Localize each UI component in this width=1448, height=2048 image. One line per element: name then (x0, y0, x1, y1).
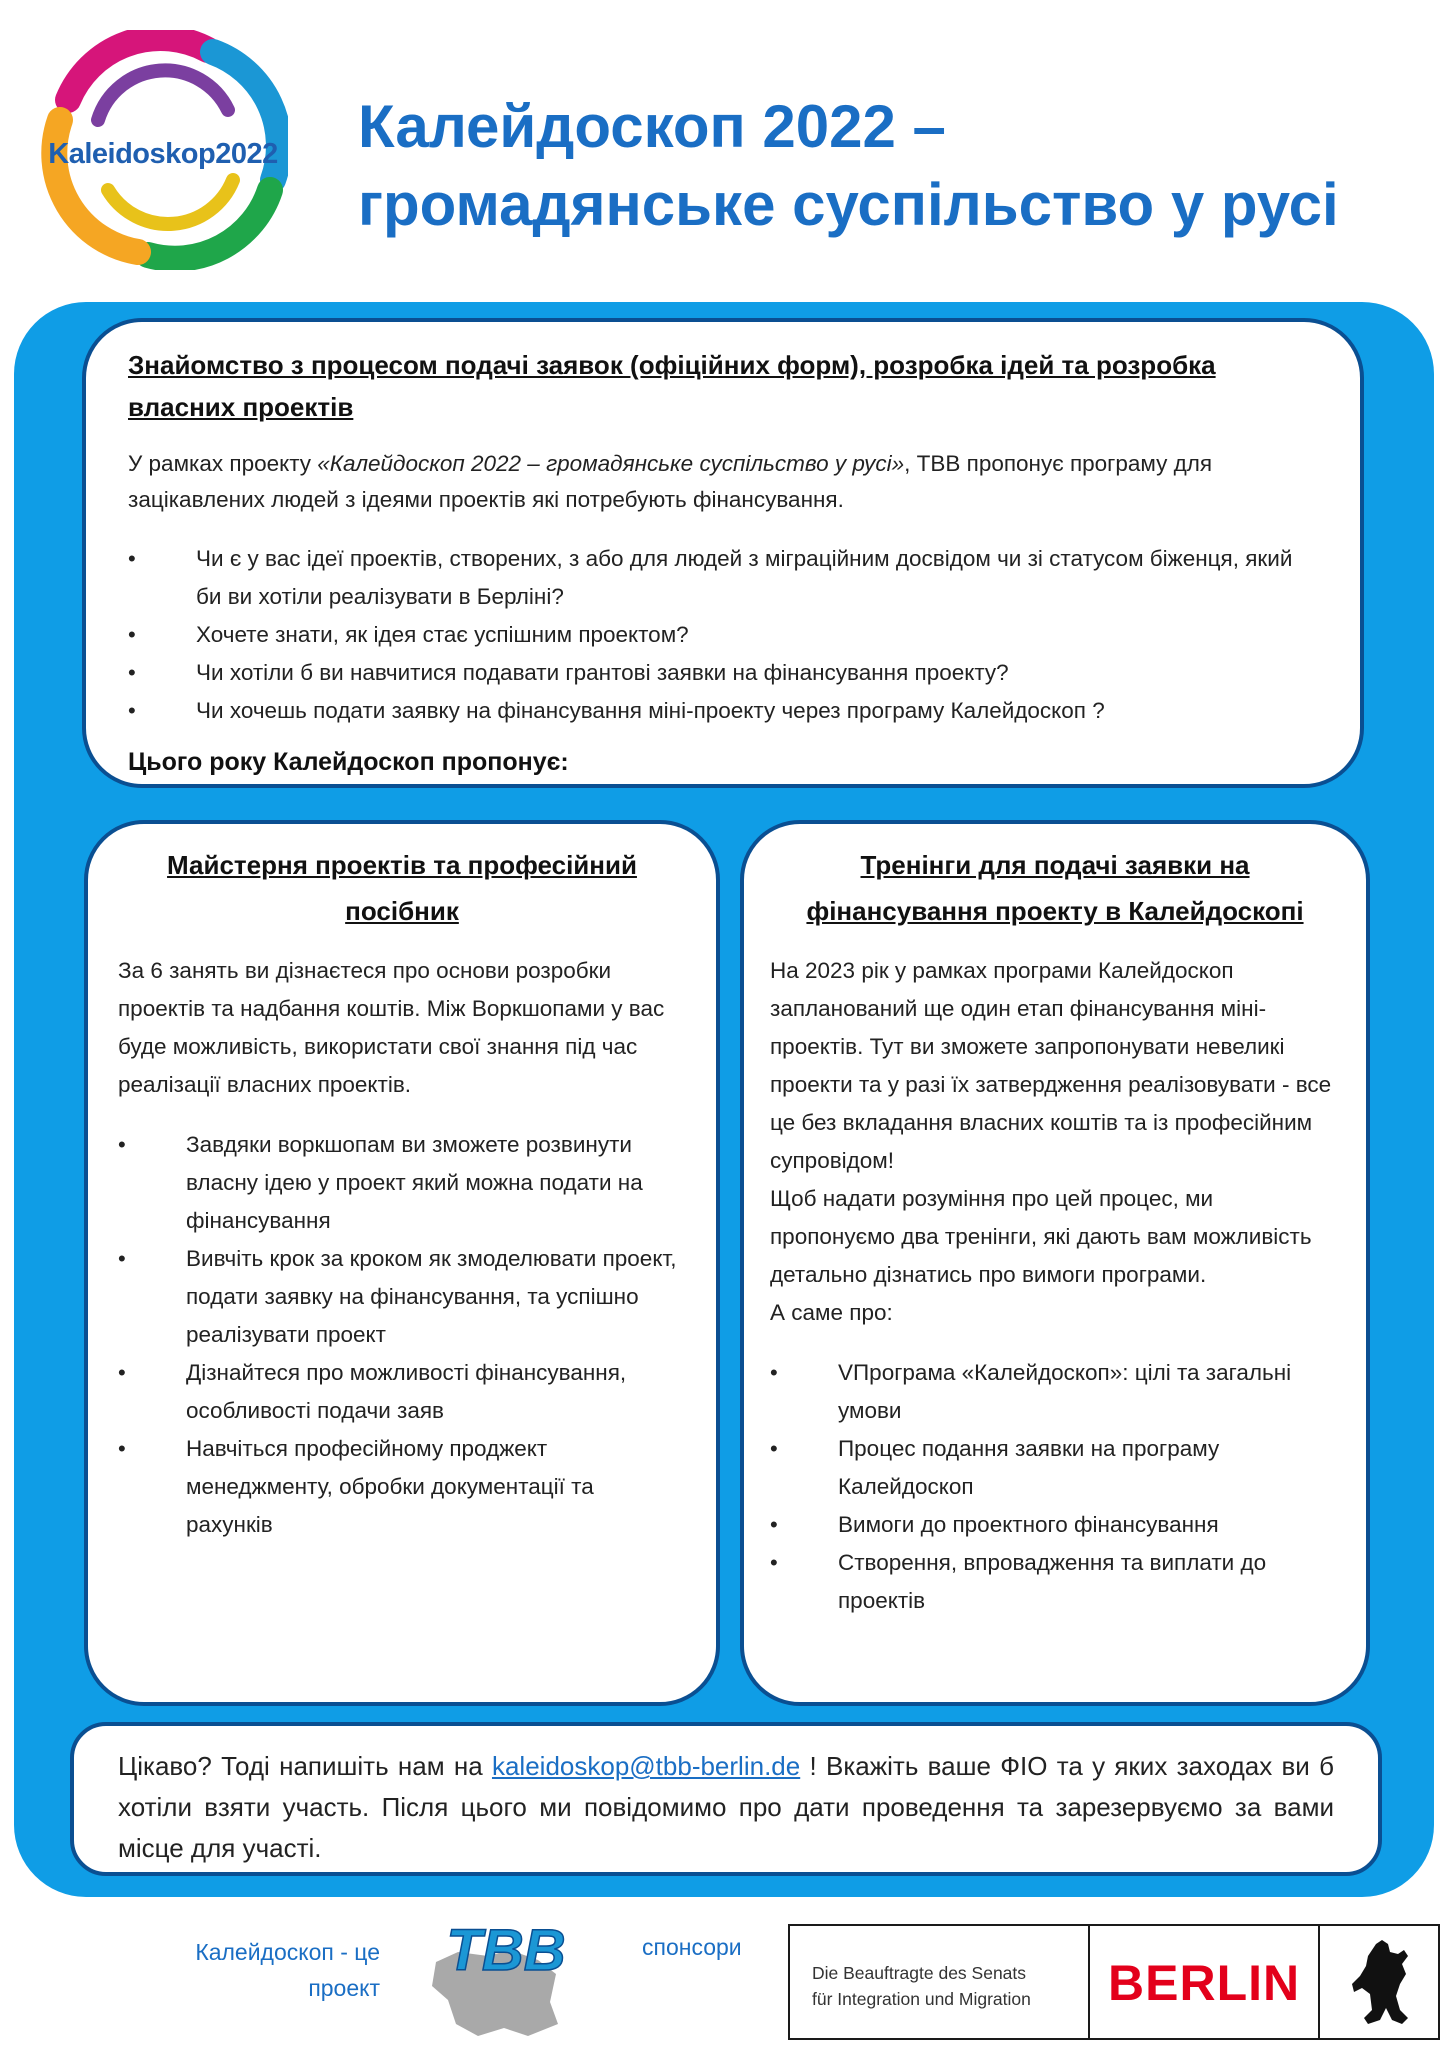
intro-para-suffix: , ТВВ пропонує програму для зацікавлених людей з ідеями проектів які потребують фінансування. (128, 451, 1213, 512)
footer-project-line-1: Калейдоскоп - це (195, 1939, 380, 1965)
workshop-bullet-list (118, 1126, 686, 1544)
list-item: • Хочете знати, як ідея стає успішним проектом? (128, 616, 1316, 654)
sponsor-line-2: für Integration und Migration (812, 1989, 1031, 2009)
tbb-logo-text: TBB (446, 1918, 566, 1983)
training-body-3: А саме про: (770, 1300, 893, 1325)
workshop-heading: Майстерня проектів та професійний посібник (167, 850, 637, 926)
kaleidoskop-logo (38, 30, 288, 270)
list-item: • VПрограма «Калейдоскоп»: цілі та загальні умови (770, 1354, 1340, 1430)
training-body: На 2023 рік у рамках програми Калейдоскоп запланований ще один етап фінансування міні-проектів. Тут ви зможете запропонувати невеликі проекти та у разі їх затвердження реалізовувати - все це без вкладання власних коштів та із професійним супровідом! (770, 958, 1332, 1173)
offer-heading: Цього року Калейдоскоп пропонує: (128, 748, 569, 776)
contact-suffix: ! Вкажіть ваше ФІО та у яких заходах ви б хотіли взяти участь. Після цього ми повідомимо про дати проведення та зарезервуємо за вами місце для участі. (118, 1751, 1335, 1863)
training-body-2: Щоб надати розуміння про цей процес, ми пропонуємо два тренінги, які дають вам можливість детально дізнатись про вимоги програми. (770, 1186, 1312, 1287)
intro-para-prefix: У рамках проекту (128, 451, 318, 476)
list-item: • Чи хотіли б ви навчитися подавати грантові заявки на фінансування проекту? (128, 654, 1316, 692)
footer-project-text (150, 1934, 380, 2006)
sponsor-divider (1088, 1926, 1090, 2038)
sponsor-logo-box (788, 1924, 1440, 2040)
list-item: • Вивчіть крок за кроком як змоделювати проект, подати заявку на фінансування, та успішно реалізувати проект (118, 1240, 686, 1354)
sponsors-label: спонсори (642, 1934, 742, 1960)
sponsor-divider (1318, 1926, 1320, 2038)
list-item: • Дізнайтеся про можливості фінансування, особливості подачи заяв (118, 1354, 686, 1430)
intro-paragraph (128, 446, 1316, 518)
list-item: • Завдяки воркшопам ви зможете розвинути власну ідею у проект який можна подати на фінансування (118, 1126, 686, 1240)
training-card (740, 820, 1370, 1706)
berlin-bear-icon (1346, 1936, 1422, 2028)
email-link[interactable]: kaleidoskop@tbb-berlin.de (491, 1751, 801, 1781)
intro-para-italic: «Калейдоскоп 2022 – громадянське суспільство у русі» (317, 451, 905, 476)
list-item: • Створення, впровадження та виплати до проектів (770, 1544, 1340, 1620)
intro-bullet-list (128, 540, 1316, 730)
workshop-card (84, 820, 720, 1706)
intro-heading: Знайомство з процесом подачі заявок (офіційних форм), розробка ідей та розробка власних проектів (128, 350, 1216, 422)
footer-project-line-2: проект (308, 1975, 380, 2001)
training-bullet-list (770, 1354, 1340, 1620)
list-item: • Вимоги до проектного фінансування (770, 1506, 1340, 1544)
list-item: • Навчіться професійному проджект менеджменту, обробки документації та рахунків (118, 1430, 686, 1544)
list-item: • Чи хочешь подати заявку на фінансування міні-проекту через програму Калейдоскоп ? (128, 692, 1316, 730)
workshop-body: За 6 занять ви дізнаєтеся про основи розробки проектів та надбання коштів. Між Воркшопами у вас буде можливість, використати свої знання під час реалізації власних проектів. (118, 958, 665, 1097)
sponsor-text (812, 1960, 1031, 2012)
contact-prefix: Цікаво? Тоді напишіть нам на (118, 1751, 492, 1781)
berlin-wordmark: BERLIN (1108, 1955, 1301, 2011)
logo-text: Kaleidoskop2022 (48, 138, 278, 170)
training-heading: Тренінги для подачі заявки на фінансування проекту в Калейдоскопі (806, 850, 1304, 926)
intro-card (82, 318, 1364, 788)
tbb-logo-icon (418, 1912, 598, 2042)
sponsor-line-1: Die Beauftragte des Senats (812, 1963, 1027, 1983)
contact-card (70, 1722, 1382, 1876)
list-item: • Процес подання заявки на програму Калейдоскоп (770, 1430, 1340, 1506)
page-title (358, 88, 1418, 244)
title-line-1: Калейдоскоп 2022 – (358, 93, 946, 160)
tbb-logo (418, 1912, 598, 2042)
list-item: • Чи є у вас ідеї проектів, створених, з або для людей з міграційним досвідом чи зі статусом біженця, який би ви хотіли реалізувати в Берліні? (128, 540, 1316, 616)
contact-text (118, 1746, 1334, 1869)
title-line-2: громадянське суспільство у русі (358, 171, 1339, 238)
